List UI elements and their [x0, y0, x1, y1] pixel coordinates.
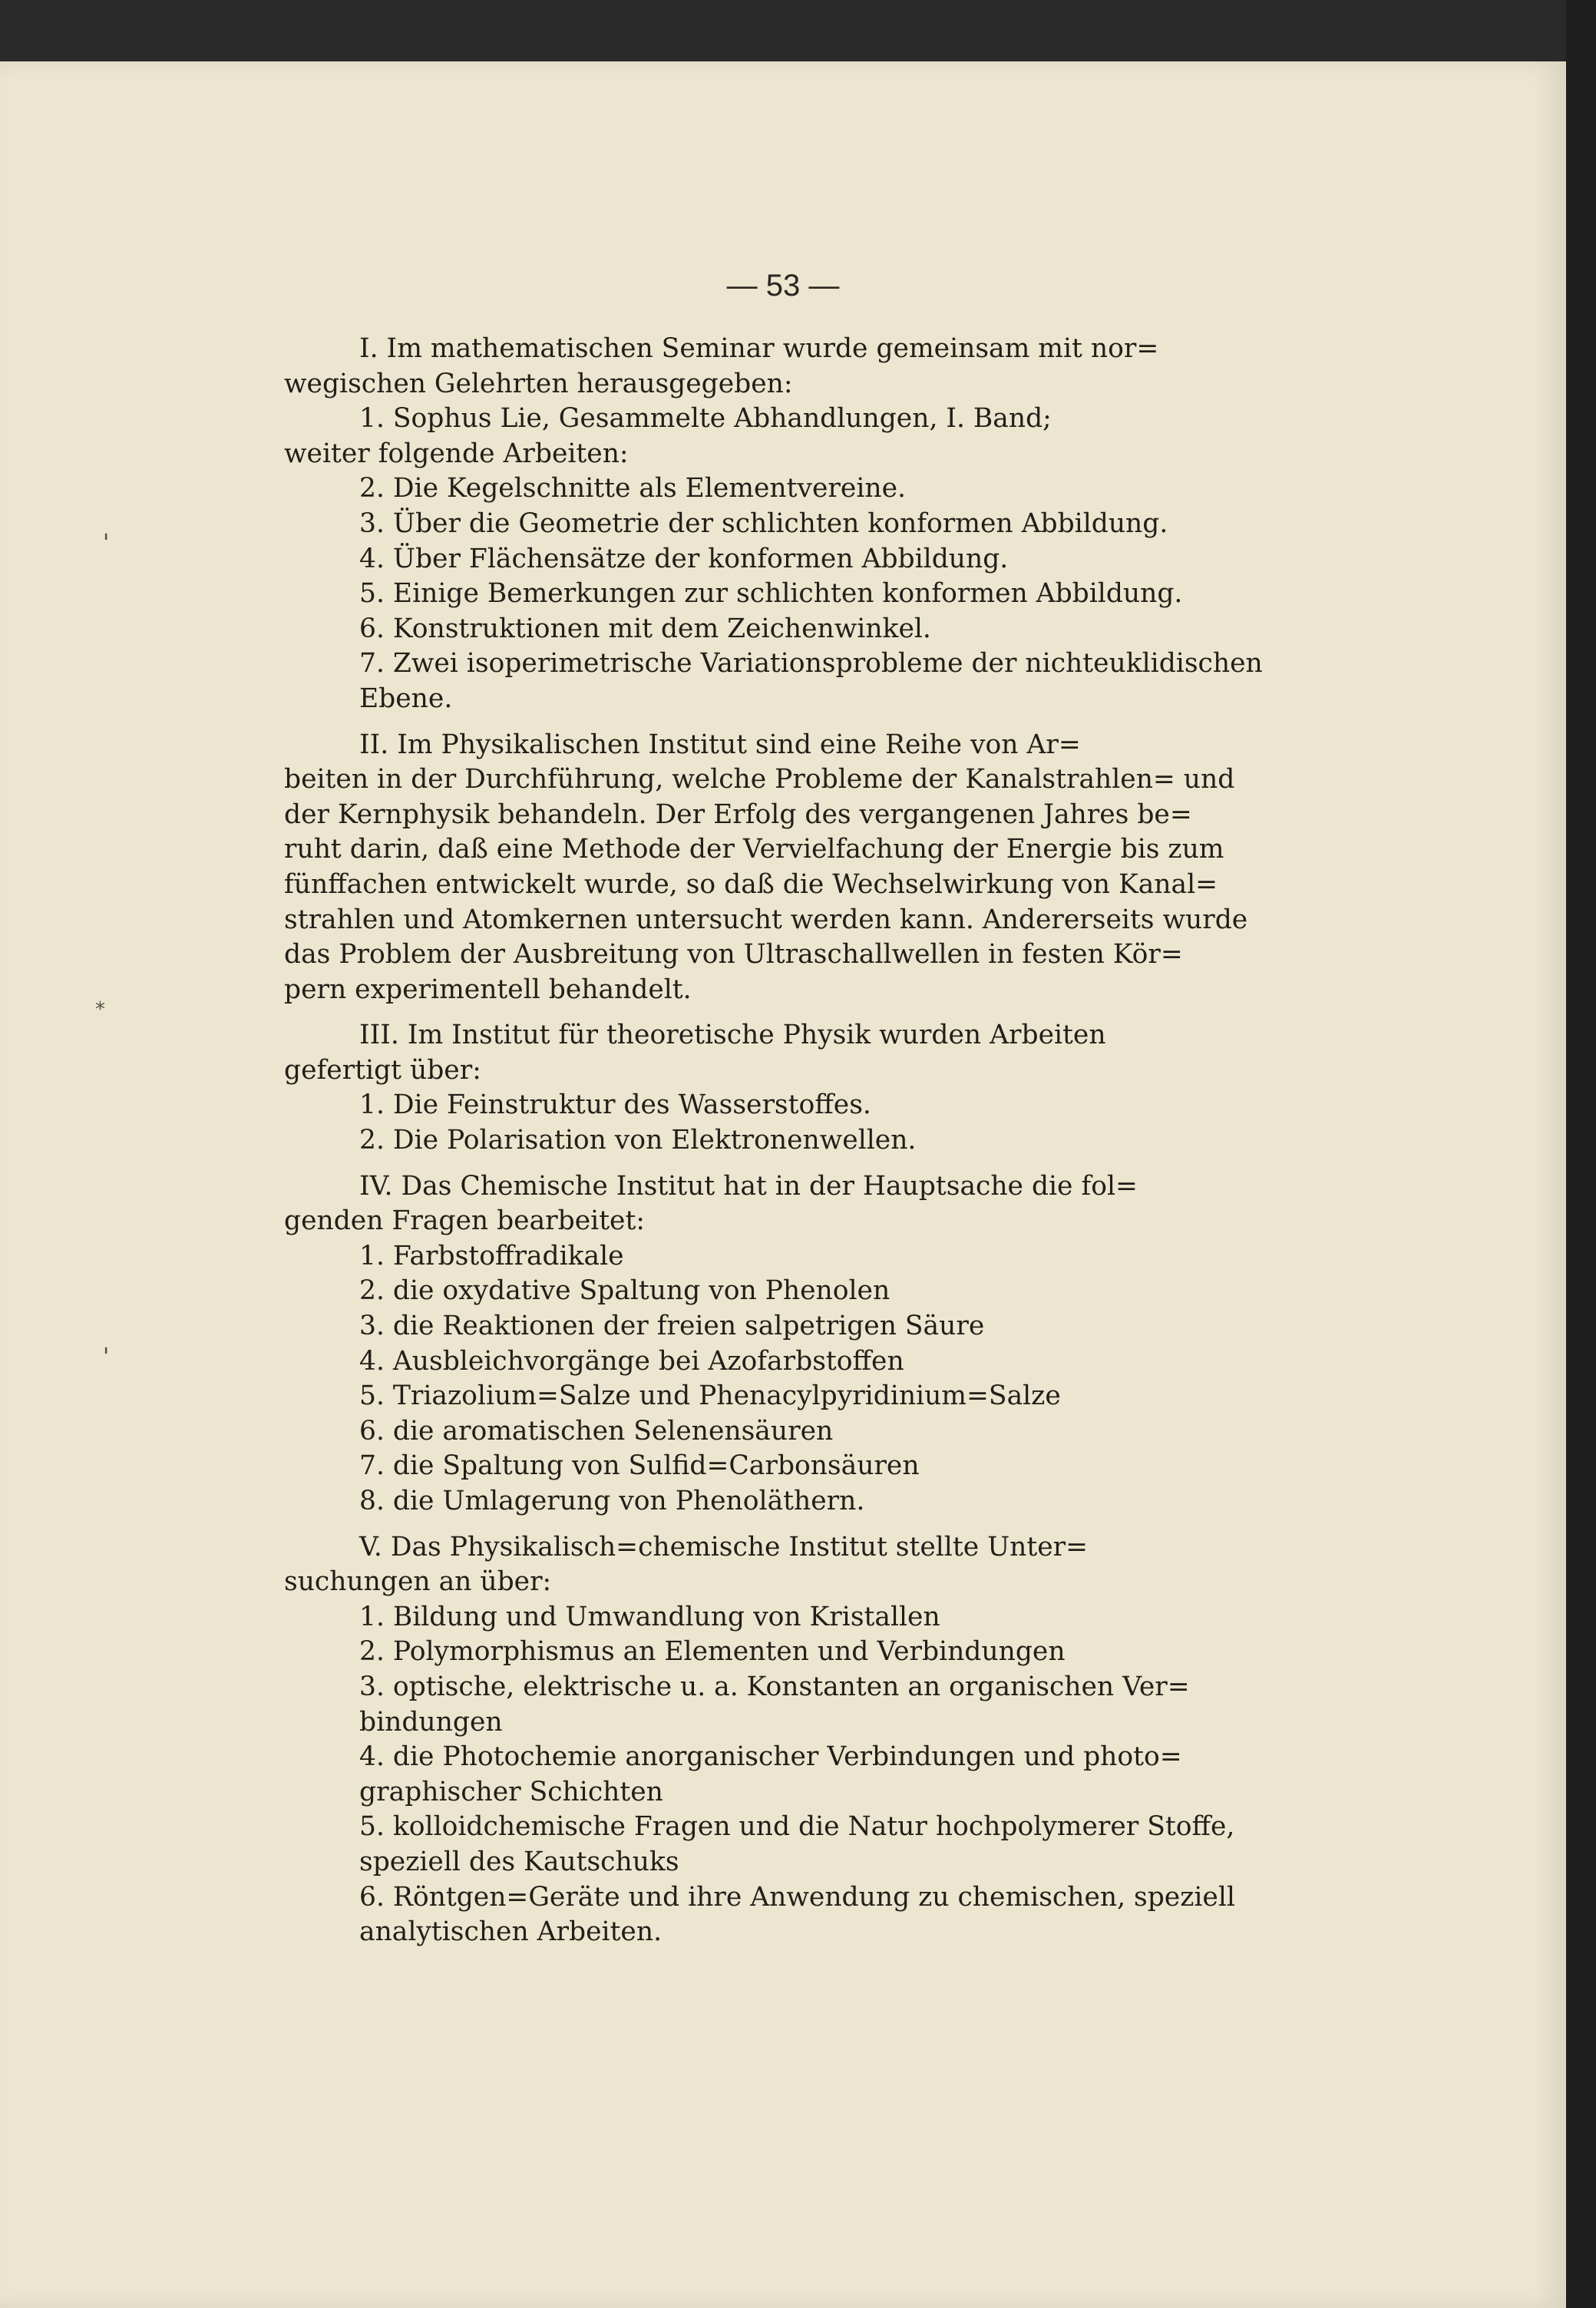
text-line: 6. Konstruktionen mit dem Zeichenwinkel. — [359, 613, 931, 644]
section-iii — [284, 1018, 1267, 1158]
text-line: 4. Ausbleichvorgänge bei Azofarbstoffen — [359, 1345, 904, 1377]
text-line: gefertigt über: — [284, 1054, 481, 1086]
text-line: der Kernphysik behandeln. Der Erfolg des vergangenen Jahres be= — [284, 799, 1192, 830]
text-line: 2. Die Polarisation von Elektronenwellen. — [359, 1125, 917, 1156]
text-line: 5. Triazolium=Salze und Phenacylpyridinium=Salze — [359, 1381, 1061, 1412]
text-line: genden Fragen bearbeitet: — [284, 1205, 645, 1237]
text-line: 7. die Spaltung von Sulfid=Carbonsäuren — [359, 1450, 920, 1482]
text-line: weiter folgende Arbeiten: — [284, 438, 629, 469]
text-line: 7. Zwei isoperimetrische Variationsprobleme der nichteuklidischen — [359, 648, 1263, 680]
text-line: 2. Die Kegelschnitte als Elementvereine. — [359, 473, 906, 504]
text-line: 6. die aromatischen Selenensäuren — [359, 1415, 834, 1447]
text-line: 1. Bildung und Umwandlung von Kristallen — [359, 1601, 940, 1632]
text-line: bindungen — [359, 1706, 503, 1738]
text-line: strahlen und Atomkernen untersucht werden kann. Andererseits wurde — [284, 904, 1248, 935]
text-line: pern experimentell behandelt. — [284, 974, 692, 1005]
text-line: 2. die oxydative Spaltung von Phenolen — [359, 1275, 891, 1307]
text-line: speziell des Kautschuks — [359, 1846, 679, 1877]
margin-mark: * — [95, 998, 105, 1021]
text-line: suchungen an über: — [284, 1566, 552, 1598]
text-line: wegischen Gelehrten herausgegeben: — [284, 368, 793, 399]
text-line: 3. Über die Geometrie der schlichten konformen Abbildung. — [359, 508, 1168, 539]
text-line: 2. Polymorphismus an Elementen und Verbindungen — [359, 1636, 1066, 1668]
text-line: 3. optische, elektrische u. a. Konstanten an organischen Ver= — [359, 1671, 1190, 1702]
text-line: 1. Sophus Lie, Gesammelte Abhandlungen, I. Band; — [359, 403, 1052, 435]
text-line: 5. Einige Bemerkungen zur schlichten konformen Abbildung. — [359, 578, 1183, 610]
text-line: das Problem der Ausbreitung von Ultraschallwellen in festen Kör= — [284, 939, 1183, 970]
text-line: V. Das Physikalisch=chemische Institut stellte Unter= — [359, 1531, 1089, 1562]
text-line: Ebene. — [359, 683, 453, 714]
section-iv — [284, 1169, 1267, 1519]
text-line: 1. Farbstoffradikale — [359, 1240, 624, 1271]
text-line: beiten in der Durchführung, welche Probleme der Kanalstrahlen= und — [284, 764, 1235, 795]
text-line: 3. die Reaktionen der freien salpetrigen Säure — [359, 1311, 985, 1342]
text-line: II. Im Physikalischen Institut sind eine Reihe von Ar= — [359, 729, 1081, 760]
margin-mark: ' — [103, 1344, 110, 1371]
page-number: — 53 — — [726, 269, 840, 303]
section-i — [284, 332, 1267, 717]
body-text — [284, 332, 1267, 1950]
text-line: analytischen Arbeiten. — [359, 1916, 663, 1948]
text-line: 5. kolloidchemische Fragen und die Natur hochpolymerer Stoffe, — [359, 1811, 1235, 1843]
text-line: fünffachen entwickelt wurde, so daß die Wechselwirkung von Kanal= — [284, 868, 1218, 900]
text-line: 6. Röntgen=Geräte und ihre Anwendung zu chemischen, speziell — [359, 1881, 1235, 1913]
text-line: III. Im Institut für theoretische Physik wurden Arbeiten — [359, 1020, 1106, 1051]
text-line: 4. die Photochemie anorganischer Verbindungen und photo= — [359, 1741, 1182, 1773]
section-ii — [284, 728, 1267, 1008]
section-v — [284, 1530, 1267, 1950]
margin-mark: ' — [103, 530, 110, 557]
text-line: ruht darin, daß eine Methode der Vervielfachung der Energie bis zum — [284, 834, 1224, 865]
page-edge-shadow — [1566, 0, 1596, 2308]
text-line: 1. Die Feinstruktur des Wasserstoffes. — [359, 1090, 871, 1121]
text-line: IV. Das Chemische Institut hat in der Hauptsache die fol= — [359, 1170, 1138, 1202]
text-line: 8. die Umlagerung von Phenoläthern. — [359, 1486, 865, 1516]
text-line: 4. Über Flächensätze der konformen Abbildung. — [359, 543, 1009, 574]
text-line: I. Im mathematischen Seminar wurde gemeinsam mit nor= — [359, 333, 1159, 364]
text-line: graphischer Schichten — [359, 1776, 663, 1807]
